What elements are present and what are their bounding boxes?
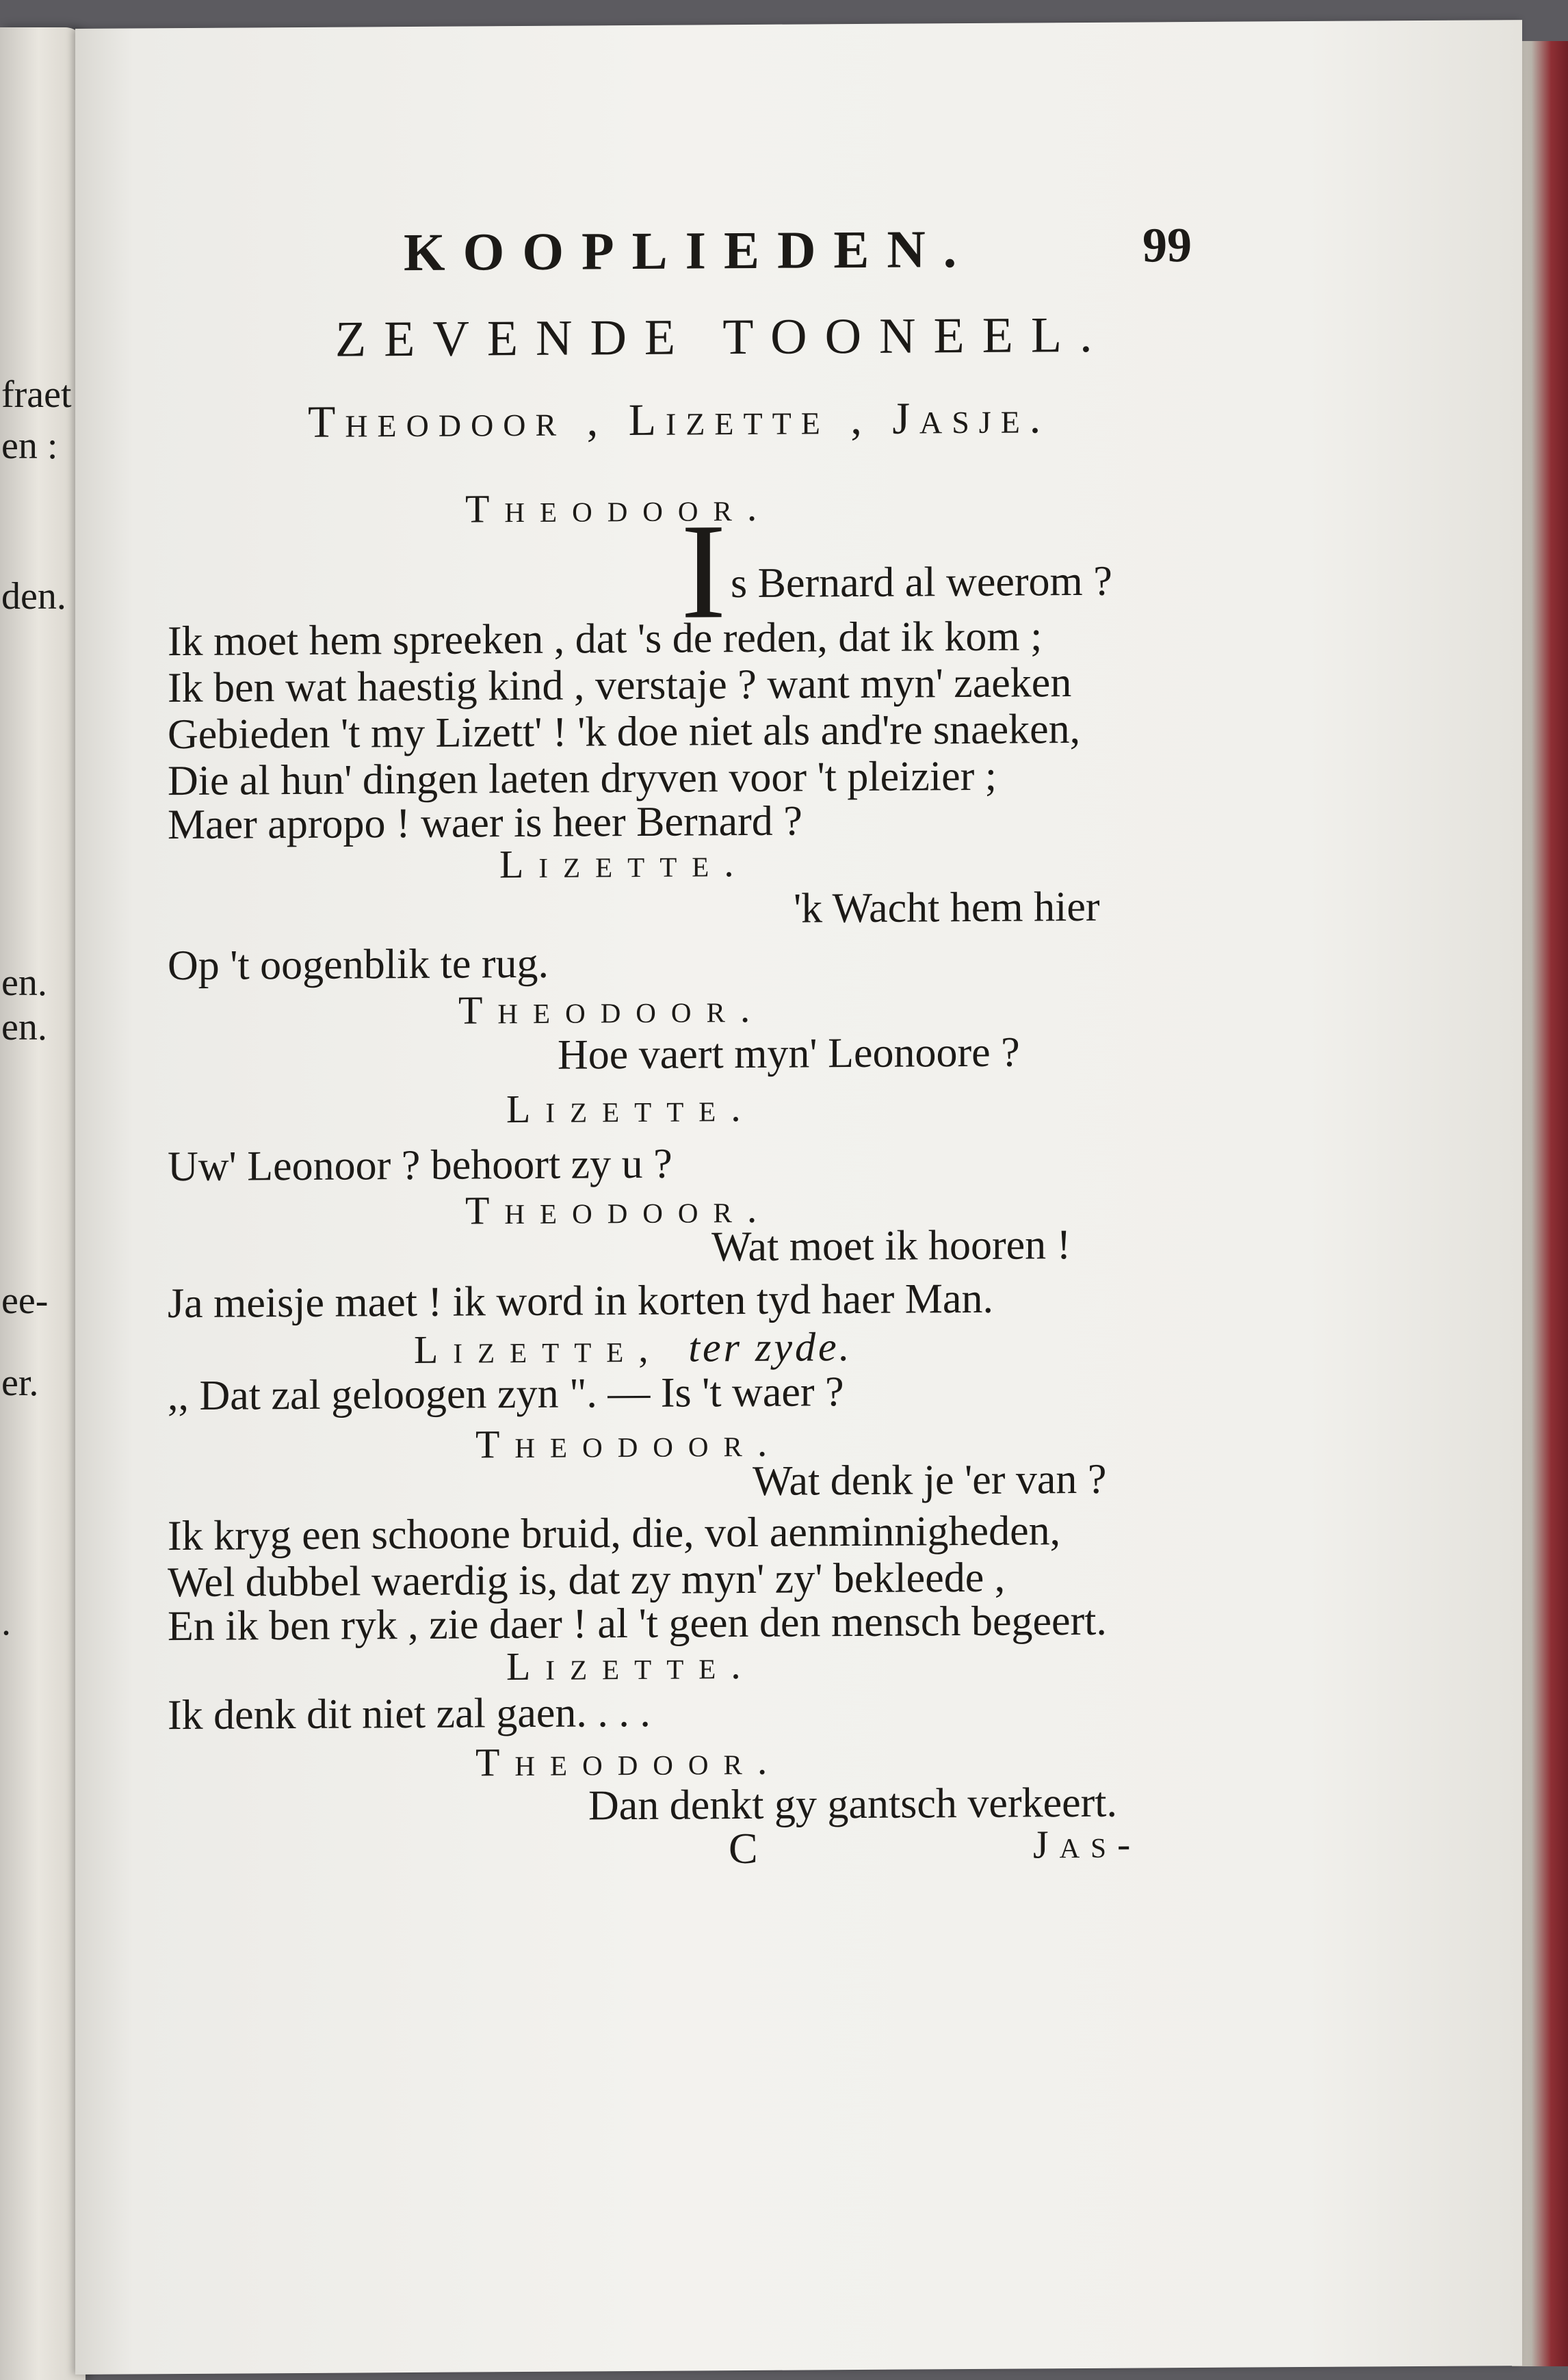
- page-number: 99: [1142, 217, 1192, 273]
- verse-line: Ja meisje maet ! ik word in korten tyd haer Man.: [168, 1275, 993, 1327]
- left-page-fragment: fraet: [1, 373, 72, 416]
- speaker-name: Lizette.: [506, 1085, 756, 1132]
- left-page-edge: [0, 27, 86, 2380]
- verse-line: Ik ben wat haestig kind , verstaje ? want myn' zaeken: [168, 659, 1072, 712]
- left-page-fragment: .: [1, 1601, 11, 1643]
- speaker-name: Theodoor.: [465, 1186, 772, 1233]
- book-page: [75, 20, 1522, 2375]
- catchword: Jas-: [1033, 1821, 1142, 1867]
- verse-line: Dan denkt gy gantsch verkeert.: [588, 1779, 1118, 1829]
- verse-line: En ik ben ryk , zie daer ! al 't geen den mensch begeert.: [168, 1597, 1107, 1650]
- speaker-name: Theodoor.: [458, 986, 766, 1033]
- speaker-label: Lizette,: [414, 1325, 664, 1372]
- left-page-fragment: en.: [1, 962, 47, 1004]
- verse-line: Die al hun' dingen laeten dryven voor 't pleizier ;: [168, 752, 997, 805]
- left-page-fragment: en.: [1, 1006, 47, 1048]
- left-page-fragment: en :: [1, 425, 58, 467]
- verse-line: Wel dubbel waerdig is, dat zy myn' zy' bekleede ,: [168, 1554, 1006, 1606]
- running-head: KOOPLIEDEN.: [404, 218, 975, 282]
- verse-line: Gebieden 't my Lizett' ! 'k doe niet als and're snaeken,: [168, 706, 1081, 758]
- left-page-fragment: er.: [1, 1362, 39, 1404]
- verse-line: s Bernard al weerom ?: [731, 557, 1112, 607]
- verse-line: Ik kryg een schoone bruid, die, vol aenminnigheden,: [168, 1507, 1061, 1560]
- signature-mark: C: [729, 1823, 758, 1873]
- verse-line: 'k Wacht hem hier: [794, 883, 1100, 932]
- verse-line: Ik moet hem spreeken , dat 's de reden, dat ik kom ;: [168, 613, 1043, 665]
- drop-cap: I: [681, 496, 727, 648]
- verse-line: Ik denk dit niet zal gaen. . . .: [168, 1689, 651, 1739]
- speaker-name: Theodoor.: [475, 1738, 783, 1785]
- speaker-name: Lizette.: [499, 840, 749, 887]
- speaker-name: Theodoor.: [465, 484, 772, 531]
- verse-line: Hoe vaert myn' Leonoore ?: [558, 1029, 1020, 1079]
- verse-line: Wat denk je 'er van ?: [753, 1455, 1107, 1505]
- left-page-fragment: ee-: [1, 1280, 49, 1322]
- cast-list: Theodoor , Lizette , Jasje.: [308, 393, 1051, 447]
- verse-line: Op 't oogenblik te rug.: [168, 940, 549, 990]
- speaker-name: Theodoor.: [475, 1420, 783, 1467]
- verse-line: ,, Dat zal geloogen zyn ". — Is 't waer ?: [168, 1368, 844, 1420]
- left-page-fragment: den.: [1, 575, 66, 618]
- scene-title: ZEVENDE TOONEEL.: [335, 306, 1110, 368]
- stage-direction: ter zyde.: [688, 1324, 852, 1371]
- speaker-name: [414, 1323, 852, 1373]
- verse-line: Uw' Leonoor ? behoort zy u ?: [168, 1140, 672, 1191]
- verse-line: Maer apropo ! waer is heer Bernard ?: [168, 797, 802, 849]
- speaker-name: Lizette.: [506, 1642, 756, 1689]
- verse-line: Wat moet ik hooren !: [711, 1221, 1071, 1271]
